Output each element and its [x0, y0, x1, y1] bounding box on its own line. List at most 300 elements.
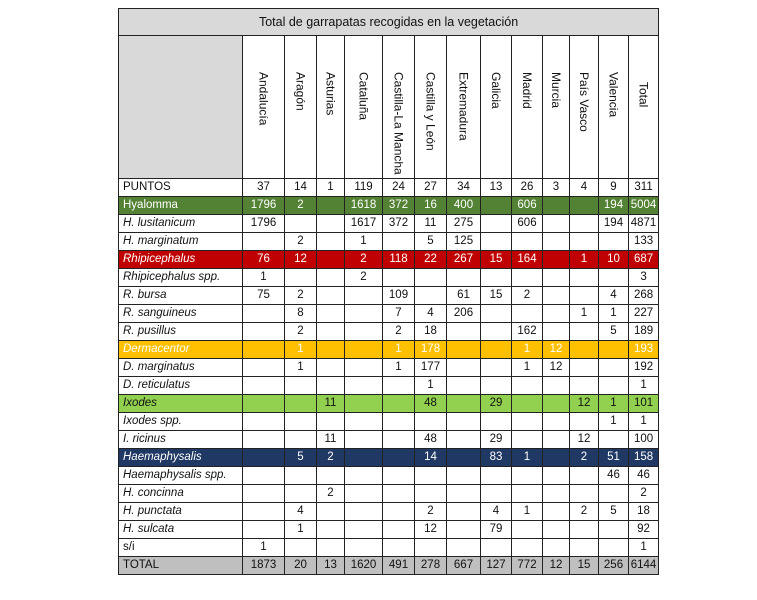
- table-cell: 2: [570, 502, 599, 520]
- table-cell: 177: [415, 358, 447, 376]
- table-cell: [243, 232, 285, 250]
- row-label: PUNTOS: [119, 178, 243, 196]
- table-cell: [243, 466, 285, 484]
- table-cell: 13: [481, 178, 512, 196]
- table-cell: 127: [481, 556, 512, 574]
- table-cell: 2: [285, 322, 317, 340]
- table-cell: 268: [629, 286, 659, 304]
- table-cell: [415, 286, 447, 304]
- table-cell: [415, 268, 447, 286]
- table-cell: 278: [415, 556, 447, 574]
- table-body: [119, 178, 659, 574]
- table-cell: 12: [543, 340, 570, 358]
- table-cell: 4: [599, 286, 629, 304]
- table-cell: 29: [481, 430, 512, 448]
- table-cell: [383, 466, 415, 484]
- table-cell: [447, 430, 481, 448]
- table-row: [119, 358, 659, 376]
- table-cell: [481, 538, 512, 556]
- column-header-label: Madrid: [520, 72, 534, 109]
- table-cell: [570, 196, 599, 214]
- row-label: Hyalomma: [119, 196, 243, 214]
- table-cell: [599, 376, 629, 394]
- table-cell: 1: [599, 412, 629, 430]
- table-row: [119, 268, 659, 286]
- table-cell: [543, 412, 570, 430]
- column-header-label: Castilla-La Mancha: [391, 72, 406, 175]
- column-header: [383, 36, 415, 179]
- table-cell: 18: [415, 322, 447, 340]
- table-cell: 12: [285, 250, 317, 268]
- table-cell: [317, 268, 345, 286]
- table-cell: [243, 520, 285, 538]
- table-cell: [543, 196, 570, 214]
- table-cell: 3: [629, 268, 659, 286]
- table-cell: 14: [415, 448, 447, 466]
- table-cell: [570, 484, 599, 502]
- column-header: [629, 36, 659, 179]
- column-header-label: Galicia: [489, 72, 503, 109]
- table-row: [119, 286, 659, 304]
- table-row: [119, 520, 659, 538]
- table-cell: [570, 322, 599, 340]
- table-cell: 24: [383, 178, 415, 196]
- table-row: [119, 484, 659, 502]
- table-cell: 12: [543, 556, 570, 574]
- table-cell: [383, 502, 415, 520]
- table-cell: 2: [383, 322, 415, 340]
- table-cell: 372: [383, 196, 415, 214]
- table-cell: 772: [512, 556, 543, 574]
- table-cell: 46: [599, 466, 629, 484]
- table-cell: 189: [629, 322, 659, 340]
- table-cell: 109: [383, 286, 415, 304]
- table-cell: [415, 466, 447, 484]
- table-cell: [345, 448, 383, 466]
- column-header-row: [119, 36, 659, 179]
- table-cell: 192: [629, 358, 659, 376]
- table-cell: 76: [243, 250, 285, 268]
- table-cell: 1620: [345, 556, 383, 574]
- table-cell: [285, 376, 317, 394]
- table-cell: [285, 538, 317, 556]
- table-cell: [383, 520, 415, 538]
- table-cell: [481, 340, 512, 358]
- column-header: [415, 36, 447, 179]
- table-cell: [383, 484, 415, 502]
- table-cell: 20: [285, 556, 317, 574]
- table-cell: 1873: [243, 556, 285, 574]
- table-row: [119, 430, 659, 448]
- table-cell: [317, 250, 345, 268]
- row-label: H. lusitanicum: [119, 214, 243, 232]
- table-cell: [447, 484, 481, 502]
- row-label: R. bursa: [119, 286, 243, 304]
- table-cell: [447, 358, 481, 376]
- tick-table: [118, 8, 659, 575]
- table-cell: [383, 268, 415, 286]
- table-cell: [570, 358, 599, 376]
- table-row: [119, 322, 659, 340]
- table-cell: 1796: [243, 214, 285, 232]
- table-cell: 1: [415, 376, 447, 394]
- row-label: Dermacentor: [119, 340, 243, 358]
- table-cell: [415, 412, 447, 430]
- table-cell: [543, 484, 570, 502]
- row-label: D. reticulatus: [119, 376, 243, 394]
- table-cell: [543, 250, 570, 268]
- table-cell: 1: [285, 358, 317, 376]
- table-cell: [317, 466, 345, 484]
- table-cell: [481, 358, 512, 376]
- table-cell: [383, 448, 415, 466]
- table-cell: 1: [243, 268, 285, 286]
- table-cell: [447, 466, 481, 484]
- table-cell: 5: [415, 232, 447, 250]
- table-cell: 7: [383, 304, 415, 322]
- table-cell: 75: [243, 286, 285, 304]
- table-cell: [543, 232, 570, 250]
- table-cell: [383, 394, 415, 412]
- table-cell: [317, 286, 345, 304]
- table-cell: 687: [629, 250, 659, 268]
- table-cell: [543, 214, 570, 232]
- row-label: R. sanguineus: [119, 304, 243, 322]
- table-cell: [243, 484, 285, 502]
- table-cell: 12: [543, 358, 570, 376]
- table-cell: [599, 520, 629, 538]
- column-header-label: Extremadura: [456, 72, 471, 141]
- table-cell: 1617: [345, 214, 383, 232]
- table-row: [119, 466, 659, 484]
- table-cell: 15: [570, 556, 599, 574]
- table-cell: 9: [599, 178, 629, 196]
- column-header: [345, 36, 383, 179]
- row-label: H. punctata: [119, 502, 243, 520]
- table-cell: 79: [481, 520, 512, 538]
- table-cell: 194: [599, 196, 629, 214]
- column-header: [481, 36, 512, 179]
- table-cell: 5: [599, 502, 629, 520]
- table-cell: [285, 394, 317, 412]
- table-cell: [345, 358, 383, 376]
- column-header: [317, 36, 345, 179]
- table-cell: 4: [570, 178, 599, 196]
- table-cell: 12: [415, 520, 447, 538]
- table-cell: [512, 484, 543, 502]
- table-cell: [543, 286, 570, 304]
- table-cell: 1: [629, 376, 659, 394]
- table-cell: [599, 268, 629, 286]
- table-cell: [570, 520, 599, 538]
- column-header: [570, 36, 599, 179]
- table-cell: 1: [285, 520, 317, 538]
- table-cell: [317, 538, 345, 556]
- table-cell: [512, 520, 543, 538]
- table-cell: [415, 484, 447, 502]
- table-cell: 2: [285, 286, 317, 304]
- table-cell: 48: [415, 394, 447, 412]
- table-cell: [481, 214, 512, 232]
- column-header-label: Murcia: [549, 72, 563, 109]
- table-cell: 29: [481, 394, 512, 412]
- table-cell: 51: [599, 448, 629, 466]
- table-cell: 5: [599, 322, 629, 340]
- table-cell: [570, 268, 599, 286]
- table-cell: [543, 268, 570, 286]
- row-label: TOTAL: [119, 556, 243, 574]
- table-row: [119, 340, 659, 358]
- table-cell: [447, 448, 481, 466]
- table-cell: 2: [285, 196, 317, 214]
- table-cell: [285, 214, 317, 232]
- table-cell: [383, 538, 415, 556]
- table-title: Total de garrapatas recogidas en la vegetación: [119, 9, 659, 36]
- table-cell: [512, 430, 543, 448]
- table-cell: [447, 394, 481, 412]
- table-cell: [243, 502, 285, 520]
- table-cell: 1796: [243, 196, 285, 214]
- table-cell: [345, 304, 383, 322]
- table-cell: [345, 376, 383, 394]
- row-label: Ixodes spp.: [119, 412, 243, 430]
- table-cell: 178: [415, 340, 447, 358]
- table-row: [119, 394, 659, 412]
- table-cell: 12: [570, 430, 599, 448]
- table-cell: [243, 304, 285, 322]
- row-label: s/i: [119, 538, 243, 556]
- table-cell: [512, 232, 543, 250]
- table-cell: [481, 268, 512, 286]
- table-cell: [243, 448, 285, 466]
- table-cell: 15: [481, 286, 512, 304]
- column-header: [243, 36, 285, 179]
- table-cell: 1: [383, 340, 415, 358]
- table-cell: [512, 538, 543, 556]
- table-cell: 1: [345, 232, 383, 250]
- table-cell: 2: [415, 502, 447, 520]
- table-cell: 491: [383, 556, 415, 574]
- table-cell: 1: [512, 502, 543, 520]
- table-cell: [481, 466, 512, 484]
- row-label: Rhipicephalus spp.: [119, 268, 243, 286]
- table-cell: 3: [543, 178, 570, 196]
- table-cell: 193: [629, 340, 659, 358]
- table-cell: 194: [599, 214, 629, 232]
- table-cell: 1: [285, 340, 317, 358]
- table-cell: 133: [629, 232, 659, 250]
- table-cell: [570, 412, 599, 430]
- title-row: [119, 9, 659, 36]
- table-cell: [243, 358, 285, 376]
- row-label: Rhipicephalus: [119, 250, 243, 268]
- table-cell: [285, 268, 317, 286]
- table-cell: [570, 376, 599, 394]
- table-cell: [415, 538, 447, 556]
- table-cell: 118: [383, 250, 415, 268]
- table-cell: 2: [317, 448, 345, 466]
- table-cell: 2: [345, 250, 383, 268]
- table-cell: 27: [415, 178, 447, 196]
- table-cell: 14: [285, 178, 317, 196]
- table-cell: [570, 340, 599, 358]
- table-cell: 11: [317, 394, 345, 412]
- table-cell: 1: [383, 358, 415, 376]
- table-row: [119, 502, 659, 520]
- table-cell: [383, 376, 415, 394]
- table-cell: [243, 322, 285, 340]
- table-cell: [345, 520, 383, 538]
- table-cell: [599, 358, 629, 376]
- table-cell: 667: [447, 556, 481, 574]
- table-cell: 267: [447, 250, 481, 268]
- column-header-label: Cataluña: [356, 72, 371, 121]
- column-header: [599, 36, 629, 179]
- table-cell: 1: [570, 250, 599, 268]
- tick-table-container: [118, 8, 659, 575]
- column-header: [285, 36, 317, 179]
- table-cell: 5: [285, 448, 317, 466]
- table-cell: 15: [481, 250, 512, 268]
- table-cell: [599, 430, 629, 448]
- table-cell: [285, 412, 317, 430]
- column-header-label: Asturias: [323, 72, 338, 116]
- column-header-label: Andalucía: [256, 72, 271, 126]
- table-cell: 372: [383, 214, 415, 232]
- table-cell: 4: [415, 304, 447, 322]
- table-cell: 1: [629, 538, 659, 556]
- table-cell: 46: [629, 466, 659, 484]
- table-cell: [599, 484, 629, 502]
- table-cell: 1: [599, 394, 629, 412]
- table-cell: 2: [317, 484, 345, 502]
- row-label: Haemaphysalis spp.: [119, 466, 243, 484]
- column-header: [543, 36, 570, 179]
- table-cell: [447, 412, 481, 430]
- table-cell: [317, 520, 345, 538]
- table-cell: 10: [599, 250, 629, 268]
- table-cell: [317, 358, 345, 376]
- table-cell: [285, 430, 317, 448]
- table-cell: [345, 502, 383, 520]
- table-cell: 256: [599, 556, 629, 574]
- table-cell: [570, 466, 599, 484]
- table-cell: [317, 340, 345, 358]
- table-cell: [543, 430, 570, 448]
- row-label: H. concinna: [119, 484, 243, 502]
- table-cell: 2: [285, 232, 317, 250]
- table-cell: [481, 232, 512, 250]
- table-cell: [543, 376, 570, 394]
- table-cell: [447, 538, 481, 556]
- table-cell: [599, 538, 629, 556]
- table-row: [119, 376, 659, 394]
- table-cell: 1: [243, 538, 285, 556]
- row-label: Ixodes: [119, 394, 243, 412]
- column-header: [512, 36, 543, 179]
- table-cell: 22: [415, 250, 447, 268]
- row-label: D. marginatus: [119, 358, 243, 376]
- table-cell: [345, 430, 383, 448]
- table-cell: [512, 412, 543, 430]
- table-cell: [447, 268, 481, 286]
- table-cell: 12: [570, 394, 599, 412]
- table-cell: [317, 232, 345, 250]
- table-cell: [345, 412, 383, 430]
- table-cell: [285, 484, 317, 502]
- table-cell: 8: [285, 304, 317, 322]
- table-cell: [383, 232, 415, 250]
- table-cell: [317, 376, 345, 394]
- table-cell: [543, 538, 570, 556]
- table-cell: [543, 304, 570, 322]
- table-cell: [512, 268, 543, 286]
- table-cell: 606: [512, 214, 543, 232]
- table-cell: [447, 502, 481, 520]
- table-cell: 61: [447, 286, 481, 304]
- table-cell: [345, 340, 383, 358]
- table-cell: [481, 376, 512, 394]
- column-header-label: Valencia: [606, 72, 621, 118]
- table-cell: [599, 340, 629, 358]
- table-cell: [317, 412, 345, 430]
- table-row: [119, 556, 659, 574]
- table-cell: 37: [243, 178, 285, 196]
- table-cell: [345, 484, 383, 502]
- table-cell: 158: [629, 448, 659, 466]
- table-cell: 101: [629, 394, 659, 412]
- table-cell: 275: [447, 214, 481, 232]
- table-cell: [285, 466, 317, 484]
- table-cell: [543, 466, 570, 484]
- column-header-label: Aragón: [293, 72, 308, 111]
- table-row: [119, 232, 659, 250]
- table-row: [119, 412, 659, 430]
- table-cell: 18: [629, 502, 659, 520]
- table-cell: 100: [629, 430, 659, 448]
- table-cell: 606: [512, 196, 543, 214]
- column-header-label: Total: [636, 82, 651, 108]
- table-cell: 2: [629, 484, 659, 502]
- table-cell: [481, 484, 512, 502]
- table-cell: 4: [285, 502, 317, 520]
- table-cell: 4: [481, 502, 512, 520]
- table-cell: 5004: [629, 196, 659, 214]
- table-cell: 1: [512, 358, 543, 376]
- row-label: Haemaphysalis: [119, 448, 243, 466]
- table-cell: [543, 322, 570, 340]
- table-cell: [317, 304, 345, 322]
- table-cell: 1: [317, 178, 345, 196]
- table-cell: 92: [629, 520, 659, 538]
- table-cell: 400: [447, 196, 481, 214]
- table-cell: 1: [512, 340, 543, 358]
- table-cell: [481, 322, 512, 340]
- table-cell: [317, 322, 345, 340]
- table-cell: [243, 376, 285, 394]
- table-cell: [243, 340, 285, 358]
- table-cell: [317, 196, 345, 214]
- table-cell: 227: [629, 304, 659, 322]
- table-cell: [570, 214, 599, 232]
- column-header: [447, 36, 481, 179]
- table-cell: [447, 340, 481, 358]
- table-cell: [543, 520, 570, 538]
- table-cell: [570, 538, 599, 556]
- table-cell: 2: [570, 448, 599, 466]
- table-row: [119, 214, 659, 232]
- table-cell: 34: [447, 178, 481, 196]
